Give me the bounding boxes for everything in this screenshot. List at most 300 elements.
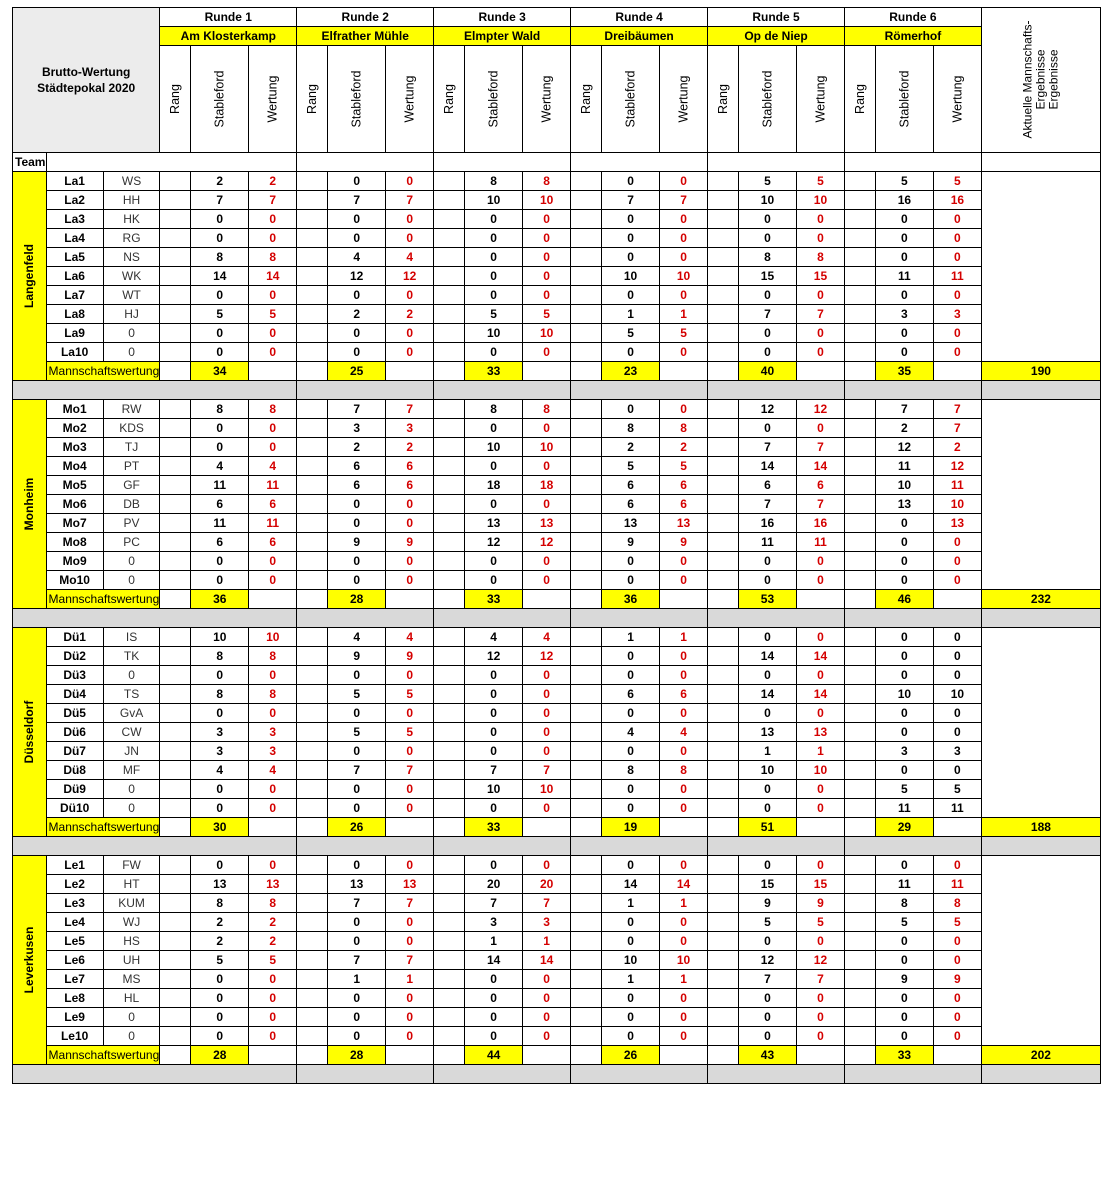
wertung-cell: 0: [660, 780, 708, 799]
stableford-cell: 4: [328, 248, 386, 267]
rang-cell: [844, 267, 875, 286]
rang-cell: [571, 799, 602, 818]
wertung-cell: 1: [796, 742, 844, 761]
col-header-rang-text: Rang: [305, 84, 320, 114]
rang-cell: [160, 742, 191, 761]
round-total: 51: [738, 818, 796, 837]
rang-cell: [708, 248, 739, 267]
rang-cell: [297, 533, 328, 552]
rang-cell: [297, 742, 328, 761]
stableford-cell: 0: [328, 1027, 386, 1046]
wertung-cell: 0: [523, 286, 571, 305]
rang-cell: [434, 533, 465, 552]
stableford-cell: 9: [738, 894, 796, 913]
stableford-cell: 7: [328, 951, 386, 970]
wertung-cell: 0: [249, 856, 297, 875]
player-initials: DB: [103, 495, 160, 514]
wertung-cell: 0: [933, 1008, 981, 1027]
rang-cell: [571, 856, 602, 875]
stableford-cell: 5: [738, 913, 796, 932]
blank-cell: [434, 153, 571, 172]
stableford-cell: 8: [191, 647, 249, 666]
rang-cell: [708, 761, 739, 780]
rang-cell: [708, 970, 739, 989]
rang-cell: [297, 514, 328, 533]
stableford-cell: 15: [738, 267, 796, 286]
stableford-cell: 0: [465, 210, 523, 229]
rang-cell: [844, 628, 875, 647]
player-code: La2: [46, 191, 103, 210]
stableford-cell: 0: [738, 628, 796, 647]
rang-cell: [160, 666, 191, 685]
wertung-cell: 0: [933, 932, 981, 951]
rang-cell: [297, 951, 328, 970]
team-name-text: Düsseldorf: [22, 700, 37, 764]
rang-cell: [434, 723, 465, 742]
stableford-cell: 14: [465, 951, 523, 970]
wertung-cell: 6: [249, 495, 297, 514]
stableford-cell: 0: [875, 552, 933, 571]
player-code: Le5: [46, 932, 103, 951]
team-total-row: [13, 1046, 1101, 1065]
stableford-cell: 6: [191, 495, 249, 514]
wertung-cell: 16: [933, 191, 981, 210]
stableford-cell: 0: [602, 704, 660, 723]
wertung-cell: 8: [933, 894, 981, 913]
stableford-cell: 13: [602, 514, 660, 533]
player-row: [13, 704, 1101, 723]
wertung-cell: 5: [249, 951, 297, 970]
wertung-cell: 4: [249, 761, 297, 780]
rang-cell: [434, 571, 465, 590]
course-name: Elfrather Mühle: [297, 27, 434, 46]
round-total: 35: [875, 362, 933, 381]
wertung-cell: 6: [660, 685, 708, 704]
separator-cell: [297, 1065, 434, 1084]
stableford-cell: 0: [738, 324, 796, 343]
rang-cell: [434, 628, 465, 647]
player-code: Mo4: [46, 457, 103, 476]
wertung-cell: 0: [660, 1027, 708, 1046]
wertung-cell: 0: [386, 856, 434, 875]
stableford-cell: 12: [738, 400, 796, 419]
rang-cell: [708, 210, 739, 229]
wertung-cell: 5: [386, 685, 434, 704]
rang-cell: [434, 514, 465, 533]
rang-cell: [571, 476, 602, 495]
rang-cell: [571, 172, 602, 191]
stableford-cell: 0: [465, 286, 523, 305]
team-grand-total: 190: [981, 362, 1100, 381]
rang-cell: [844, 913, 875, 932]
stableford-cell: 0: [875, 704, 933, 723]
col-header-rang-text: Rang: [852, 84, 867, 114]
rang-cell: [708, 362, 739, 381]
player-initials: 0: [103, 1027, 160, 1046]
rang-cell: [844, 305, 875, 324]
stableford-cell: 10: [875, 685, 933, 704]
col-header-wertung-text: Wertung: [402, 75, 417, 123]
stableford-cell: 1: [465, 932, 523, 951]
stableford-cell: 13: [328, 875, 386, 894]
stableford-cell: 3: [191, 723, 249, 742]
stableford-cell: 0: [738, 666, 796, 685]
rang-cell: [297, 704, 328, 723]
rang-cell: [844, 666, 875, 685]
player-initials: PV: [103, 514, 160, 533]
player-initials: UH: [103, 951, 160, 970]
separator-cell: [571, 1065, 708, 1084]
stableford-cell: 7: [465, 894, 523, 913]
stableford-cell: 3: [328, 419, 386, 438]
rang-cell: [571, 571, 602, 590]
rang-cell: [571, 229, 602, 248]
rang-cell: [708, 1046, 739, 1065]
rang-cell: [844, 495, 875, 514]
col-header-wertung: [933, 46, 981, 153]
rang-cell: [160, 1027, 191, 1046]
wertung-cell: 10: [796, 761, 844, 780]
rang-cell: [708, 305, 739, 324]
player-initials: TK: [103, 647, 160, 666]
player-code: Le1: [46, 856, 103, 875]
player-row: [13, 400, 1101, 419]
wertung-cell: 0: [933, 856, 981, 875]
rang-cell: [297, 286, 328, 305]
player-initials: HK: [103, 210, 160, 229]
wertung-cell: 10: [933, 685, 981, 704]
wertung-cell: 3: [386, 419, 434, 438]
wertung-cell: 0: [249, 229, 297, 248]
stableford-cell: 20: [465, 875, 523, 894]
rang-cell: [844, 932, 875, 951]
stableford-cell: 1: [602, 894, 660, 913]
wertung-cell: 0: [796, 989, 844, 1008]
stableford-cell: 0: [875, 761, 933, 780]
wertung-cell: 2: [660, 438, 708, 457]
team-label-row: [13, 153, 1101, 172]
wertung-cell: 6: [386, 476, 434, 495]
wertung-cell: 11: [249, 514, 297, 533]
stableford-cell: 6: [191, 533, 249, 552]
rang-cell: [844, 799, 875, 818]
rang-cell: [434, 818, 465, 837]
rang-cell: [434, 799, 465, 818]
wertung-cell: [933, 1046, 981, 1065]
rang-cell: [434, 1027, 465, 1046]
separator-cell: [981, 609, 1100, 628]
wertung-cell: 0: [523, 229, 571, 248]
col-header-rang: [297, 46, 328, 153]
stableford-cell: 2: [328, 305, 386, 324]
col-header-wertung: [523, 46, 571, 153]
wertung-cell: 12: [796, 951, 844, 970]
stableford-cell: 0: [602, 229, 660, 248]
aggregate-blank: [981, 856, 1100, 1046]
rang-cell: [844, 856, 875, 875]
stableford-cell: 5: [465, 305, 523, 324]
stableford-cell: 0: [328, 913, 386, 932]
stableford-cell: 5: [875, 172, 933, 191]
stableford-cell: 5: [328, 723, 386, 742]
stableford-cell: 0: [465, 1027, 523, 1046]
stableford-cell: 0: [738, 704, 796, 723]
team-name: [13, 628, 47, 837]
player-code: Dü3: [46, 666, 103, 685]
stableford-cell: 12: [465, 533, 523, 552]
stableford-cell: 0: [875, 571, 933, 590]
player-code: Le7: [46, 970, 103, 989]
wertung-cell: 13: [796, 723, 844, 742]
stableford-cell: 10: [875, 476, 933, 495]
player-initials: PT: [103, 457, 160, 476]
round-total: 36: [602, 590, 660, 609]
wertung-cell: 0: [523, 552, 571, 571]
rang-cell: [297, 1008, 328, 1027]
stableford-cell: 0: [602, 913, 660, 932]
rang-cell: [160, 286, 191, 305]
rang-cell: [844, 286, 875, 305]
stableford-cell: 2: [602, 438, 660, 457]
wertung-cell: 11: [933, 476, 981, 495]
rang-cell: [844, 438, 875, 457]
wertung-cell: 2: [386, 438, 434, 457]
wertung-cell: 0: [660, 932, 708, 951]
stableford-cell: 7: [328, 894, 386, 913]
rang-cell: [571, 248, 602, 267]
player-code: Dü10: [46, 799, 103, 818]
stableford-cell: 13: [875, 495, 933, 514]
stableford-cell: 0: [602, 780, 660, 799]
rang-cell: [434, 419, 465, 438]
wertung-cell: 0: [933, 704, 981, 723]
col-header-stableford-text: Stableford: [349, 70, 364, 128]
player-code: Mo5: [46, 476, 103, 495]
wertung-cell: [933, 590, 981, 609]
stableford-cell: 0: [465, 457, 523, 476]
rang-cell: [571, 894, 602, 913]
player-code: Mo7: [46, 514, 103, 533]
wertung-cell: 2: [249, 172, 297, 191]
rang-cell: [571, 742, 602, 761]
stableford-cell: 12: [875, 438, 933, 457]
wertung-cell: 0: [386, 514, 434, 533]
rang-cell: [297, 457, 328, 476]
rang-cell: [708, 685, 739, 704]
player-code: Dü2: [46, 647, 103, 666]
separator-cell: [434, 837, 571, 856]
wertung-cell: 0: [249, 1027, 297, 1046]
round-total: 28: [328, 590, 386, 609]
rang-cell: [708, 723, 739, 742]
rang-cell: [434, 324, 465, 343]
wertung-cell: 7: [796, 970, 844, 989]
stableford-cell: 7: [465, 761, 523, 780]
rang-cell: [844, 1027, 875, 1046]
rang-cell: [708, 1008, 739, 1027]
wertung-cell: 1: [386, 970, 434, 989]
stableford-cell: 0: [738, 552, 796, 571]
rang-cell: [160, 723, 191, 742]
stableford-cell: 1: [602, 305, 660, 324]
rang-cell: [571, 362, 602, 381]
wertung-cell: [796, 1046, 844, 1065]
wertung-cell: 10: [249, 628, 297, 647]
stableford-cell: 6: [602, 495, 660, 514]
rang-cell: [708, 552, 739, 571]
rang-cell: [297, 229, 328, 248]
rang-cell: [708, 1027, 739, 1046]
rang-cell: [708, 514, 739, 533]
blank-cell: [981, 153, 1100, 172]
round-total: 28: [191, 1046, 249, 1065]
stableford-cell: 14: [602, 875, 660, 894]
wertung-cell: 7: [249, 191, 297, 210]
player-row: [13, 343, 1101, 362]
stableford-cell: 0: [465, 248, 523, 267]
stableford-cell: 0: [191, 210, 249, 229]
wertung-cell: 0: [933, 571, 981, 590]
rang-cell: [160, 362, 191, 381]
wertung-cell: 7: [796, 438, 844, 457]
wertung-cell: 0: [523, 495, 571, 514]
stableford-cell: 0: [875, 723, 933, 742]
rang-cell: [708, 590, 739, 609]
wertung-cell: 13: [523, 514, 571, 533]
stableford-cell: 0: [738, 799, 796, 818]
player-row: [13, 324, 1101, 343]
blank-cell: [844, 153, 981, 172]
rang-cell: [434, 704, 465, 723]
player-initials: WT: [103, 286, 160, 305]
stableford-cell: 7: [191, 191, 249, 210]
stableford-cell: 5: [328, 685, 386, 704]
rang-cell: [708, 419, 739, 438]
separator-cell: [708, 609, 845, 628]
stableford-cell: 0: [602, 571, 660, 590]
separator-cell: [13, 837, 297, 856]
round-total: 33: [465, 590, 523, 609]
wertung-cell: 0: [249, 780, 297, 799]
stableford-cell: 18: [465, 476, 523, 495]
wertung-cell: 14: [523, 951, 571, 970]
wertung-cell: 0: [523, 704, 571, 723]
stableford-cell: 2: [191, 913, 249, 932]
wertung-cell: 12: [523, 647, 571, 666]
stableford-cell: 0: [465, 267, 523, 286]
stableford-cell: 0: [191, 989, 249, 1008]
wertung-cell: 0: [523, 723, 571, 742]
player-initials: GF: [103, 476, 160, 495]
col-header-stableford-text: Stableford: [897, 70, 912, 128]
stableford-cell: 0: [738, 343, 796, 362]
stableford-cell: 0: [602, 286, 660, 305]
wertung-cell: 0: [386, 742, 434, 761]
stableford-cell: 8: [465, 172, 523, 191]
stableford-cell: 0: [602, 343, 660, 362]
rang-cell: [297, 267, 328, 286]
player-initials: JN: [103, 742, 160, 761]
rang-cell: [160, 685, 191, 704]
wertung-cell: [660, 590, 708, 609]
team-grand-total: 202: [981, 1046, 1100, 1065]
wertung-cell: 0: [249, 552, 297, 571]
stableford-cell: 3: [191, 742, 249, 761]
separator-cell: [844, 381, 981, 400]
stableford-cell: 6: [738, 476, 796, 495]
wertung-cell: 1: [660, 894, 708, 913]
rang-cell: [160, 400, 191, 419]
wertung-cell: 6: [660, 495, 708, 514]
wertung-cell: 0: [660, 552, 708, 571]
wertung-cell: 6: [660, 476, 708, 495]
wertung-cell: 0: [933, 286, 981, 305]
stableford-cell: 10: [738, 761, 796, 780]
stableford-cell: 0: [191, 571, 249, 590]
separator-cell: [571, 837, 708, 856]
player-code: La5: [46, 248, 103, 267]
separator-row: [13, 381, 1101, 400]
rang-cell: [844, 229, 875, 248]
rang-cell: [708, 894, 739, 913]
rang-cell: [844, 1046, 875, 1065]
course-name: Dreibäumen: [571, 27, 708, 46]
player-initials: 0: [103, 324, 160, 343]
player-row: [13, 457, 1101, 476]
rang-cell: [434, 495, 465, 514]
wertung-cell: 10: [523, 438, 571, 457]
player-initials: PC: [103, 533, 160, 552]
stableford-cell: 0: [328, 1008, 386, 1027]
wertung-cell: 0: [660, 400, 708, 419]
rang-cell: [297, 248, 328, 267]
rang-cell: [571, 533, 602, 552]
rang-cell: [160, 951, 191, 970]
separator-cell: [981, 1065, 1100, 1084]
wertung-cell: 20: [523, 875, 571, 894]
stableford-cell: 0: [328, 571, 386, 590]
rang-cell: [571, 514, 602, 533]
aggregate-blank: [981, 628, 1100, 818]
rang-cell: [571, 647, 602, 666]
rang-cell: [708, 666, 739, 685]
rang-cell: [160, 913, 191, 932]
stableford-cell: 7: [738, 495, 796, 514]
stableford-cell: 0: [602, 856, 660, 875]
round-total: 53: [738, 590, 796, 609]
rang-cell: [297, 343, 328, 362]
col-header-stableford: [191, 46, 249, 153]
wertung-cell: [933, 362, 981, 381]
separator-cell: [13, 1065, 297, 1084]
rang-cell: [434, 362, 465, 381]
separator-cell: [571, 381, 708, 400]
stableford-cell: 9: [602, 533, 660, 552]
wertung-cell: 8: [249, 647, 297, 666]
wertung-cell: 8: [660, 761, 708, 780]
rang-cell: [708, 400, 739, 419]
stableford-cell: 0: [465, 799, 523, 818]
team-name-text: Langenfeld: [22, 243, 37, 309]
player-code: Le6: [46, 951, 103, 970]
wertung-cell: 0: [249, 970, 297, 989]
stableford-cell: 3: [875, 742, 933, 761]
wertung-cell: 1: [660, 305, 708, 324]
wertung-cell: 16: [796, 514, 844, 533]
wertung-cell: 0: [523, 989, 571, 1008]
wertung-cell: 0: [386, 172, 434, 191]
stableford-cell: 0: [602, 1008, 660, 1027]
